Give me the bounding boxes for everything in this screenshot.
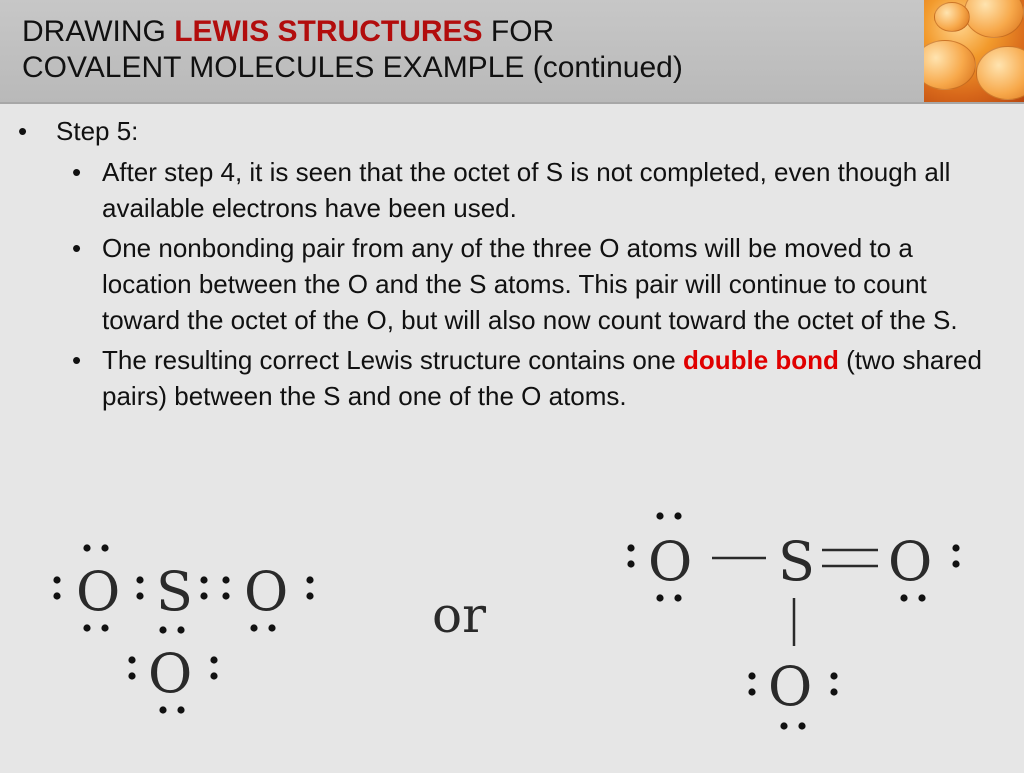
atom-o-left: O [76, 560, 121, 623]
step-label: Step 5: [56, 116, 139, 146]
sub-bullet-3 [0, 342, 1000, 414]
title-highlight: LEWIS STRUCTURES [174, 15, 483, 48]
bullet-dot: • [72, 157, 82, 187]
decorative-pills-image [924, 0, 1024, 102]
lewis-dot-structure [53, 544, 313, 713]
sub-bullet-1-text: After step 4, it is seen that the octet of S is not completed, even though all available electrons have been used. [102, 157, 951, 223]
content-area [0, 112, 1000, 414]
sub-bullet-3-text-post: (two shared pairs) between the S and one of the O atoms. [102, 345, 982, 411]
atom-s-bond: S [778, 530, 815, 593]
bullet-step-5 [0, 112, 1000, 150]
title-bar [0, 0, 1024, 104]
title-line-1 [22, 14, 902, 50]
lewis-structure-diagrams [0, 500, 1024, 768]
atom-o-bottom: O [148, 642, 193, 705]
bullet-dot: • [72, 233, 82, 263]
sub-bullet-3-text-pre: The resulting correct Lewis structure contains one [102, 345, 683, 375]
title-text-post: FOR [482, 15, 555, 48]
atom-o-bottom-bond: O [768, 655, 813, 718]
title-text-pre: DRAWING [22, 15, 175, 48]
sub-bullet-2 [0, 230, 1000, 338]
double-bond-emphasis: double bond [682, 345, 839, 375]
sub-bullet-2-text: One nonbonding pair from any of the three O atoms will be moved to a location between the O and the S atoms. This pair will continue to count toward the octet of the O, but will also now count toward the octet of the S. [102, 233, 958, 335]
slide-title [22, 14, 902, 86]
lewis-diagram-svg [0, 500, 1024, 768]
bullet-dot: • [18, 116, 28, 146]
title-line-2: COVALENT MOLECULES EXAMPLE (continued) [22, 51, 683, 84]
lewis-bond-structure [627, 512, 959, 729]
atom-o-right: O [244, 560, 289, 623]
atom-o-right-bond: O [888, 530, 933, 593]
atom-o-left-bond: O [648, 530, 693, 593]
bullet-dot: • [72, 345, 82, 375]
sub-bullet-1 [0, 154, 1000, 226]
atom-s-center: S [156, 560, 193, 623]
or-connector: or [432, 586, 487, 644]
